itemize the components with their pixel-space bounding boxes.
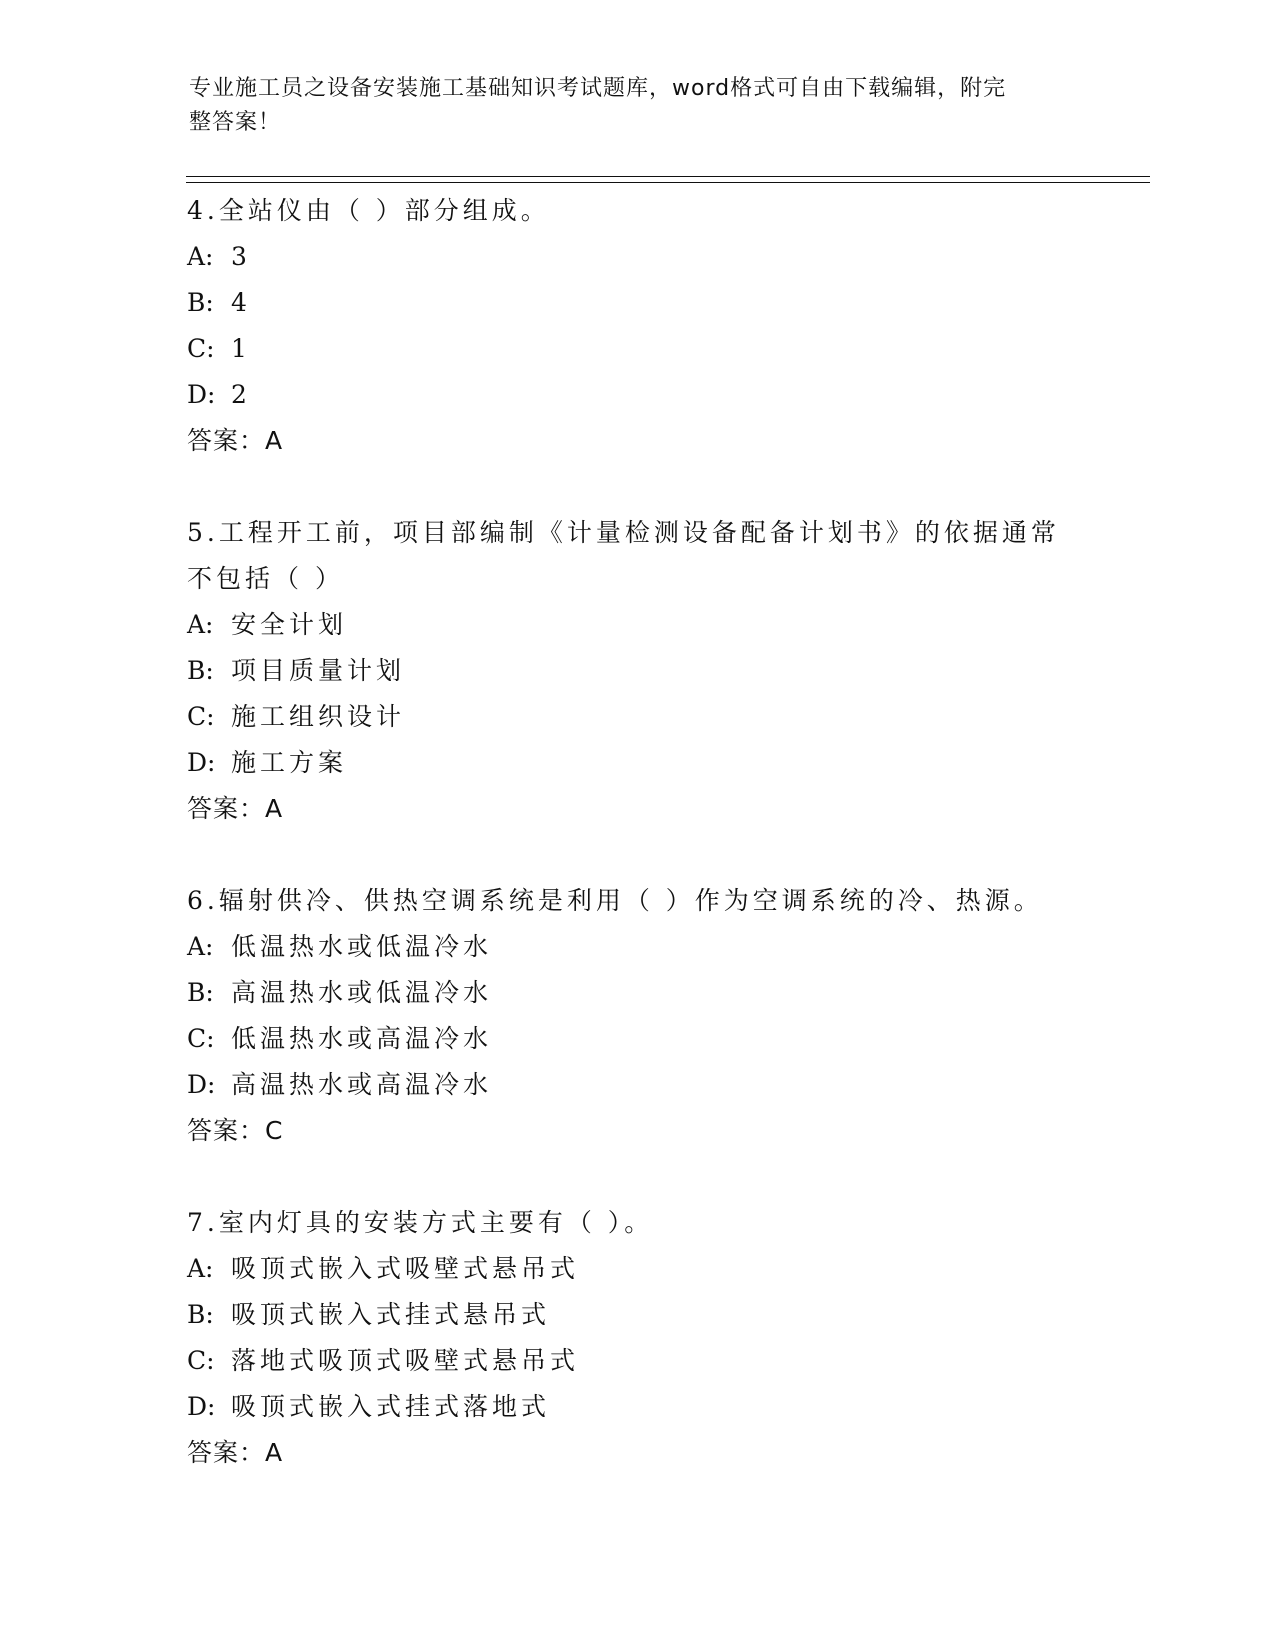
header-line-2: 整答案！ (189, 110, 282, 135)
option-key: B: (187, 978, 214, 1007)
option-text: 吸顶式嵌入式挂式落地式 (231, 1392, 551, 1421)
option-text: 3 (231, 242, 251, 271)
option-text: 1 (231, 334, 251, 363)
option-key: A: (187, 1254, 214, 1283)
option-key: D: (187, 1070, 216, 1099)
option-a (187, 602, 1087, 648)
option-text: 高温热水或高温冷水 (231, 1070, 493, 1099)
option-key: A: (187, 610, 214, 639)
header-divider-bottom (186, 182, 1150, 183)
question-stem: 6.辐射供冷、供热空调系统是利用（ ）作为空调系统的冷、热源。 (187, 886, 1043, 915)
option-key: C: (187, 702, 215, 731)
option-a (187, 924, 1087, 970)
option-d (187, 1062, 1087, 1108)
option-key: A: (187, 932, 214, 961)
option-text: 低温热水或低温冷水 (231, 932, 493, 961)
question-stem: 4.全站仪由（ ）部分组成。 (187, 196, 550, 225)
question-stem: 5.工程开工前，项目部编制《计量检测设备配备计划书》的依据通常不包括（ ） (187, 518, 1060, 593)
option-text: 落地式吸顶式吸壁式悬吊式 (231, 1346, 580, 1375)
option-key: C: (187, 334, 215, 363)
option-key: B: (187, 656, 214, 685)
option-d (187, 740, 1087, 786)
answer: 答案：A (187, 794, 284, 823)
option-b (187, 970, 1087, 1016)
answer: 答案：A (187, 426, 284, 455)
option-a (187, 234, 1087, 280)
option-c (187, 1016, 1087, 1062)
answer: 答案：C (187, 1116, 284, 1145)
header-line-1: 专业施工员之设备安装施工基础知识考试题库，word格式可自由下载编辑，附完 (189, 76, 1007, 101)
option-key: C: (187, 1346, 215, 1375)
option-text: 施工方案 (231, 748, 348, 777)
question-stem: 7.室内灯具的安装方式主要有（ ）。 (187, 1208, 654, 1237)
question-5 (187, 510, 1087, 832)
header-divider-top (186, 176, 1150, 177)
question-7 (187, 1200, 1087, 1476)
option-c (187, 1338, 1087, 1384)
option-text: 施工组织设计 (231, 702, 406, 731)
option-text: 项目质量计划 (231, 656, 406, 685)
option-text: 安全计划 (231, 610, 348, 639)
option-b (187, 280, 1087, 326)
option-text: 4 (231, 288, 251, 317)
option-text: 2 (231, 380, 251, 409)
option-key: D: (187, 748, 216, 777)
option-text: 吸顶式嵌入式挂式悬吊式 (231, 1300, 551, 1329)
question-4 (187, 188, 1087, 464)
option-text: 低温热水或高温冷水 (231, 1024, 493, 1053)
option-key: A: (187, 242, 214, 271)
option-b (187, 1292, 1087, 1338)
option-c (187, 694, 1087, 740)
option-b (187, 648, 1087, 694)
option-key: B: (187, 1300, 214, 1329)
option-text: 吸顶式嵌入式吸壁式悬吊式 (231, 1254, 580, 1283)
answer: 答案：A (187, 1438, 284, 1467)
option-key: D: (187, 1392, 216, 1421)
option-text: 高温热水或低温冷水 (231, 978, 493, 1007)
option-d (187, 1384, 1087, 1430)
option-c (187, 326, 1087, 372)
question-6 (187, 878, 1087, 1154)
option-d (187, 372, 1087, 418)
option-a (187, 1246, 1087, 1292)
option-key: B: (187, 288, 214, 317)
document-header (189, 72, 1069, 140)
question-list (187, 188, 1087, 1522)
option-key: C: (187, 1024, 215, 1053)
option-key: D: (187, 380, 216, 409)
